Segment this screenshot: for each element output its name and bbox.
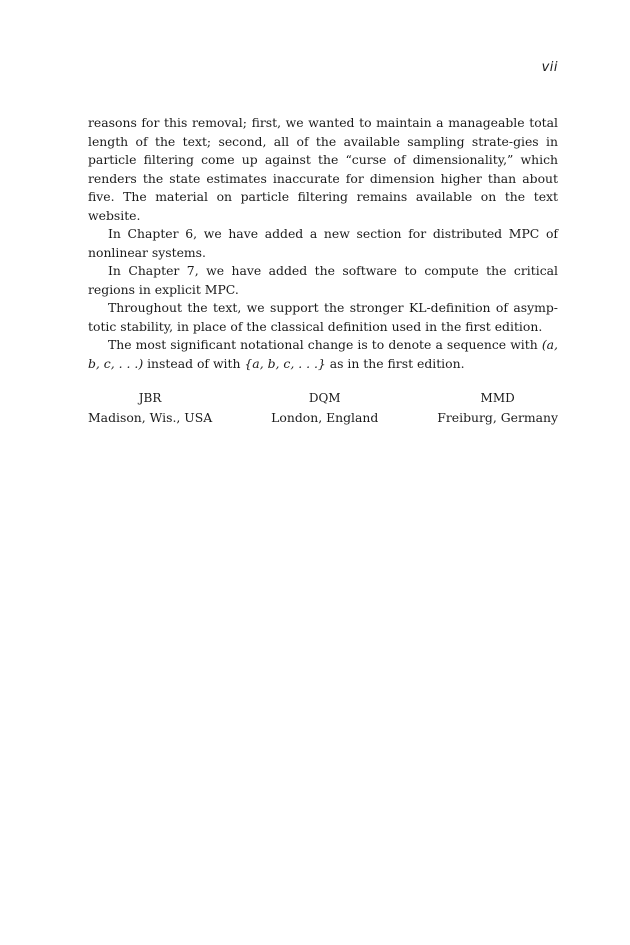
signature-jbr [88,388,212,428]
author-location: Freiburg, Germany [437,410,558,425]
page-number: vii [541,60,558,75]
paragraph-5 [88,336,558,373]
paragraph-3: In Chapter 7, we have added the software to compute the critical regions in explicit MPC. [88,263,558,297]
paragraph-5-intro: The most significant notational change is to denote a sequence with [108,337,538,352]
preface-body [88,114,558,373]
signature-dqm [271,388,378,428]
author-location: London, England [271,410,379,425]
paragraph-2: In Chapter 6, we have added a new section for distributed MPC of nonlinear systems. [88,226,558,260]
author-signatures [88,388,558,428]
author-location: Madison, Wis., USA [88,410,213,425]
author-initials: JBR [138,391,162,405]
sequence-braces: {a, b, c, . . .} [244,355,326,371]
author-initials: DQM [308,391,341,405]
author-initials: MMD [480,391,515,405]
paragraph-5-outro: as in the first edition. [325,355,465,371]
paragraph-1: reasons for this removal; first, we wanted to maintain a manageable total length of the text; second, all of the available sampling strate-gies in particle filtering come up against the “curse of dimensionality,” which renders the state estimates inaccurate for dimension higher than about five. The material on particle filtering remains available on the text website. [88,115,558,223]
signature-mmd [437,388,558,428]
sequence-parentheses: (a, b, c, . . .) [88,337,558,371]
paragraph-5-mid: instead of with [143,355,245,371]
paragraph-4: Throughout the text, we support the stronger KL-definition of asymp-totic stability, in place of the classical definition used in the first edition. [88,300,558,334]
